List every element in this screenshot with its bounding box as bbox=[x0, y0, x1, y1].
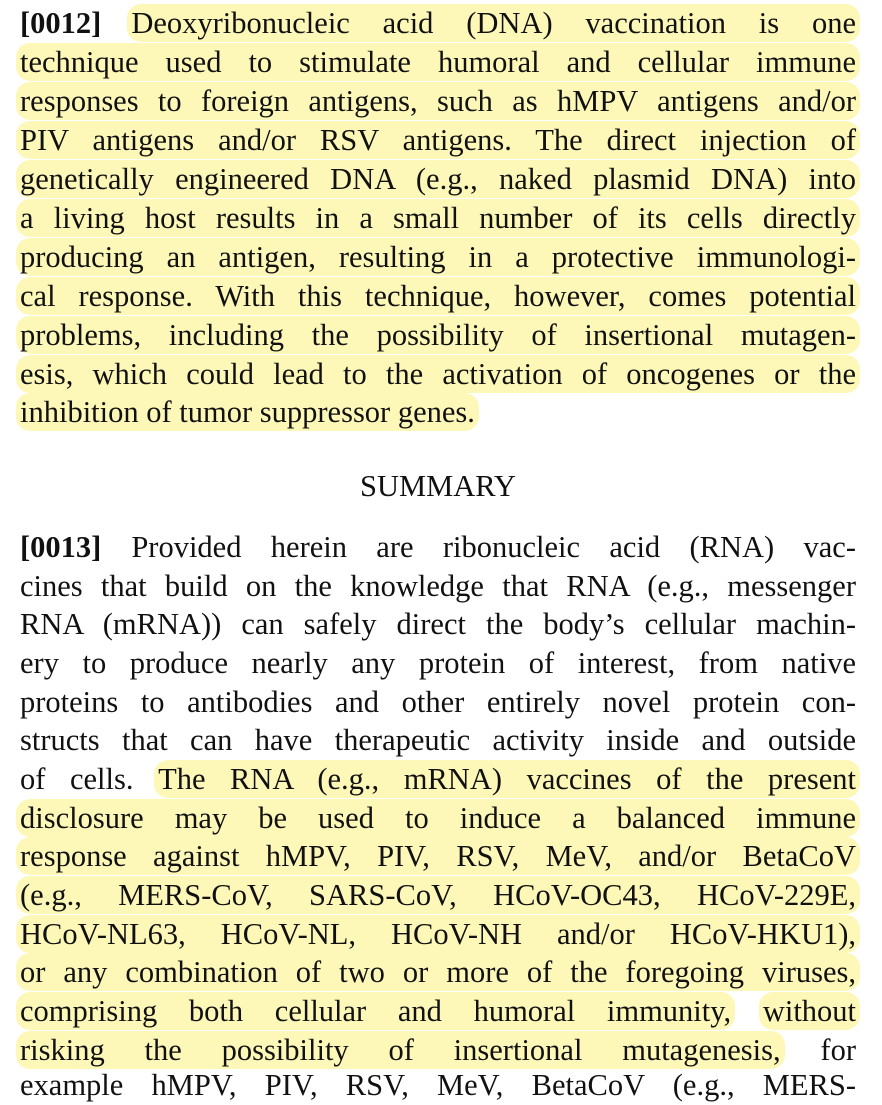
p0013-line-14 bbox=[20, 1031, 856, 1070]
p0013-text-7a: of cells. bbox=[20, 762, 134, 796]
p0013-text-8: disclosure may be used to induce a balanced immune bbox=[16, 799, 860, 837]
p0012-text-6: a living host results in a small number of its cells directly bbox=[16, 199, 860, 237]
p0013-line-6: structs that can have therapeutic activity inside and outside bbox=[20, 723, 856, 757]
p0013-line-2: cines that build on the knowledge that RNA (e.g., messenger bbox=[20, 569, 856, 603]
p0012-line-7 bbox=[20, 238, 856, 277]
p0013-text-11: HCoV-NL63, HCoV-NL, HCoV-NH and/or HCoV-HKU1), bbox=[16, 915, 860, 953]
p0012-text-9: problems, including the possibility of insertional mutagen- bbox=[16, 316, 860, 354]
p0012-line-4 bbox=[20, 121, 856, 160]
p0013-text-9: response against hMPV, PIV, RSV, MeV, and/or BetaCoV bbox=[16, 837, 860, 875]
p0013-text-14b: for bbox=[820, 1033, 856, 1067]
p0012-text-8: cal response. With this technique, however, comes potential bbox=[16, 277, 860, 315]
p0013-text-7b: The RNA (e.g., mRNA) vaccines of the present bbox=[154, 760, 860, 798]
p0013-line-13 bbox=[20, 992, 856, 1031]
p0012-text-10: esis, which could lead to the activation of oncogenes or the bbox=[16, 355, 860, 393]
p0013-line-12 bbox=[20, 953, 856, 992]
p0013-line-4: ery to produce nearly any protein of interest, from native bbox=[20, 646, 856, 680]
p0012-text-5: genetically engineered DNA (e.g., naked plasmid DNA) into bbox=[16, 160, 860, 198]
p0012-line-2 bbox=[20, 43, 856, 82]
p0012-text-3: responses to foreign antigens, such as hMPV antigens and/or bbox=[16, 82, 860, 120]
p0012-text-2: technique used to stimulate humoral and cellular immune bbox=[16, 43, 860, 81]
p0012-line-10 bbox=[20, 355, 856, 394]
p0012-text-4: PIV antigens and/or RSV antigens. The direct injection of bbox=[16, 121, 860, 159]
p0013-line-1 bbox=[20, 528, 856, 567]
p0013-line-3: RNA (mRNA)) can safely direct the body’s cellular machin- bbox=[20, 607, 856, 641]
p0012-text-7: producing an antigen, resulting in a protective immunologi- bbox=[16, 238, 860, 276]
p0013-text-14a: risking the possibility of insertional mutagenesis, bbox=[16, 1031, 785, 1069]
paragraph-number-0013: [0013] bbox=[20, 530, 102, 564]
p0013-line-5: proteins to antibodies and other entirely novel protein con- bbox=[20, 685, 856, 719]
p0012-text-1: Deoxyribonucleic acid (DNA) vaccination is one bbox=[127, 4, 860, 42]
p0012-line-5 bbox=[20, 160, 856, 199]
p0012-line-3 bbox=[20, 82, 856, 121]
p0012-line-1 bbox=[20, 4, 856, 43]
p0013-line-9 bbox=[20, 837, 856, 876]
paragraph-number-0012: [0012] bbox=[20, 6, 102, 40]
p0013-line-8 bbox=[20, 799, 856, 838]
section-heading-summary: SUMMARY bbox=[360, 469, 516, 503]
p0013-text-13a: comprising both cellular and humoral immunity, bbox=[16, 992, 735, 1030]
p0012-line-9 bbox=[20, 316, 856, 355]
p0013-text-10: (e.g., MERS-CoV, SARS-CoV, HCoV-OC43, HCoV-229E, bbox=[16, 876, 860, 914]
p0012-line-8 bbox=[20, 277, 856, 316]
p0012-line-11 bbox=[20, 393, 856, 432]
p0013-text-12: or any combination of two or more of the foregoing viruses, bbox=[16, 953, 860, 991]
p0013-line-15: example hMPV, PIV, RSV, MeV, BetaCoV (e.g., MERS- bbox=[20, 1068, 856, 1102]
p0012-text-11: inhibition of tumor suppressor genes. bbox=[16, 393, 479, 431]
p0013-text-13b: without bbox=[759, 992, 860, 1030]
p0013-text-1: Provided herein are ribonucleic acid (RNA) vac- bbox=[131, 530, 856, 564]
p0013-line-10 bbox=[20, 876, 856, 915]
p0013-line-11 bbox=[20, 915, 856, 954]
p0013-line-7 bbox=[20, 760, 856, 799]
p0012-line-6 bbox=[20, 199, 856, 238]
